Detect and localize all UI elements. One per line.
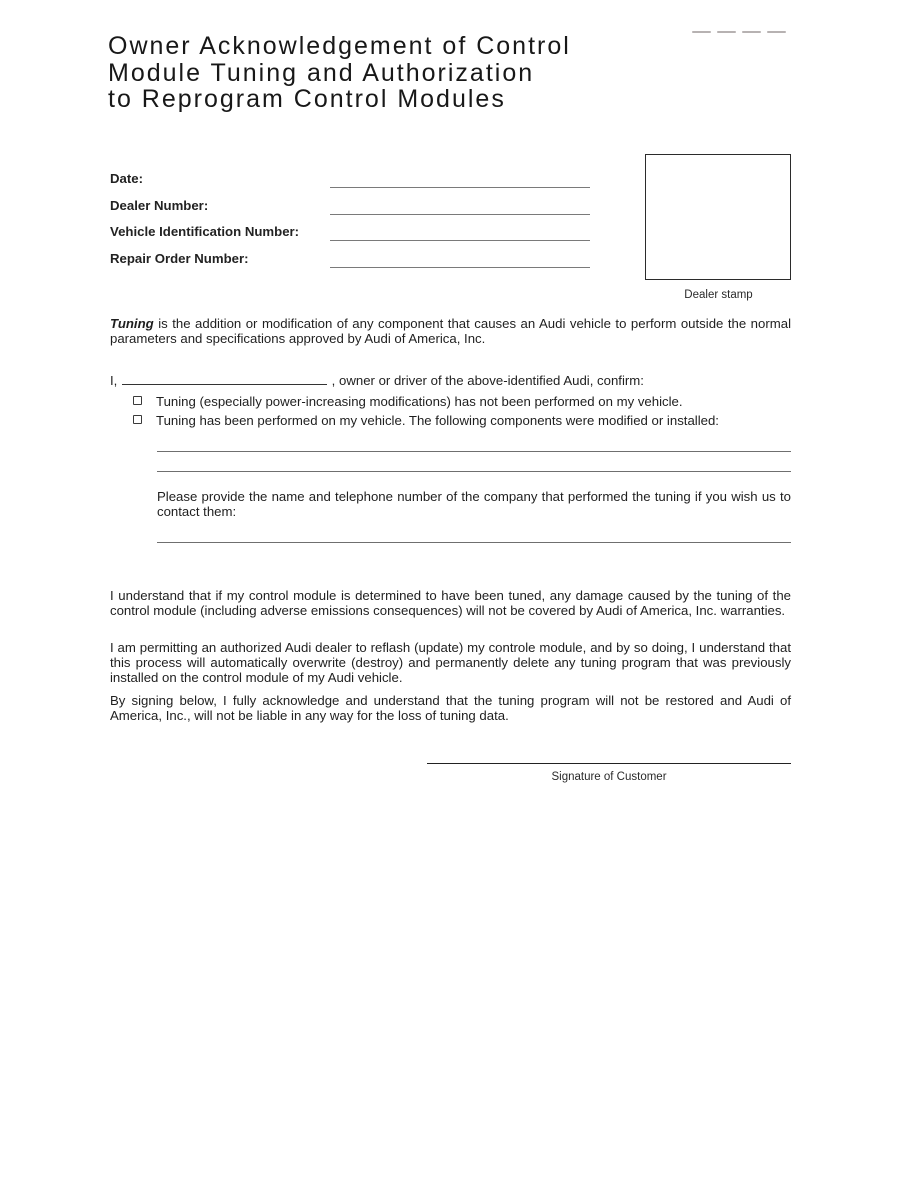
- vin-input-line[interactable]: [330, 224, 590, 241]
- repair-order-label: Repair Order Number:: [110, 251, 249, 266]
- tuning-definition-paragraph: [110, 317, 791, 347]
- checkbox-icon[interactable]: [133, 415, 142, 424]
- page-title: [108, 33, 748, 113]
- company-contact-input-line[interactable]: [157, 542, 791, 543]
- confirm-suffix: , owner or driver of the above-identified Audi, confirm:: [331, 373, 644, 388]
- owner-name-input-line[interactable]: [122, 371, 327, 385]
- tuning-term: Tuning: [110, 316, 154, 331]
- ring-dash-icon: [767, 31, 786, 33]
- field-row-date: [110, 171, 610, 188]
- page-title-line-2: Module Tuning and Authorization: [108, 58, 535, 87]
- contact-prompt: Please provide the name and telephone number of the company that performed the tuning if you wish us to contact them:: [157, 489, 791, 519]
- acknowledgement-paragraph: By signing below, I fully acknowledge and understand that the tuning program will not be restored and Audi of America, Inc., will not be liable in any way for the loss of tuning data.: [110, 693, 791, 723]
- checklist-item-text: Tuning has been performed on my vehicle. The following components were modified or installed:: [156, 413, 719, 428]
- reflash-permission-paragraph: I am permitting an authorized Audi dealer to reflash (update) my controle module, and by so doing, I understand that this process will automatically overwrite (destroy) and permanently delete any tuning program that was previously installed on the control module of my Audi vehicle.: [110, 640, 791, 685]
- components-input-line-1[interactable]: [157, 451, 791, 452]
- vin-label: Vehicle Identification Number:: [110, 224, 300, 239]
- field-row-repair-order: [110, 251, 610, 268]
- warranty-paragraph: I understand that if my control module is determined to have been tuned, any damage caused by the tuning of the control module (including adverse emissions consequences) will not be covered by Audi of America, Inc. warranties.: [110, 588, 791, 618]
- checklist-item-no-tuning: [133, 394, 813, 409]
- confirm-prefix: I,: [110, 373, 118, 388]
- tuning-definition-text: is the addition or modification of any component that causes an Audi vehicle to perform outside the normal parameters and specifications approved by Audi of America, Inc.: [110, 316, 791, 346]
- field-row-dealer-number: [110, 198, 610, 215]
- date-label: Date:: [110, 171, 143, 186]
- date-input-line[interactable]: [330, 171, 590, 188]
- field-row-vin: [110, 224, 610, 241]
- components-input-line-2[interactable]: [157, 471, 791, 472]
- signature-input-line[interactable]: [427, 763, 791, 764]
- signature-label: Signature of Customer: [551, 771, 667, 783]
- dealer-number-input-line[interactable]: [330, 198, 590, 215]
- dealer-stamp-box[interactable]: [645, 154, 791, 280]
- repair-order-input-line[interactable]: [330, 251, 590, 268]
- page-title-line-1: Owner Acknowledgement of Control: [108, 32, 571, 60]
- checklist-item-text: Tuning (especially power-increasing modifications) has not been performed on my vehicle.: [156, 394, 683, 409]
- checklist-item-tuning-performed: [133, 413, 813, 428]
- owner-confirm-line: [110, 371, 830, 388]
- dealer-number-label: Dealer Number:: [110, 198, 209, 213]
- checkbox-icon[interactable]: [133, 396, 142, 405]
- dealer-stamp-label: Dealer stamp: [684, 289, 753, 301]
- page-title-line-3: to Reprogram Control Modules: [108, 85, 506, 113]
